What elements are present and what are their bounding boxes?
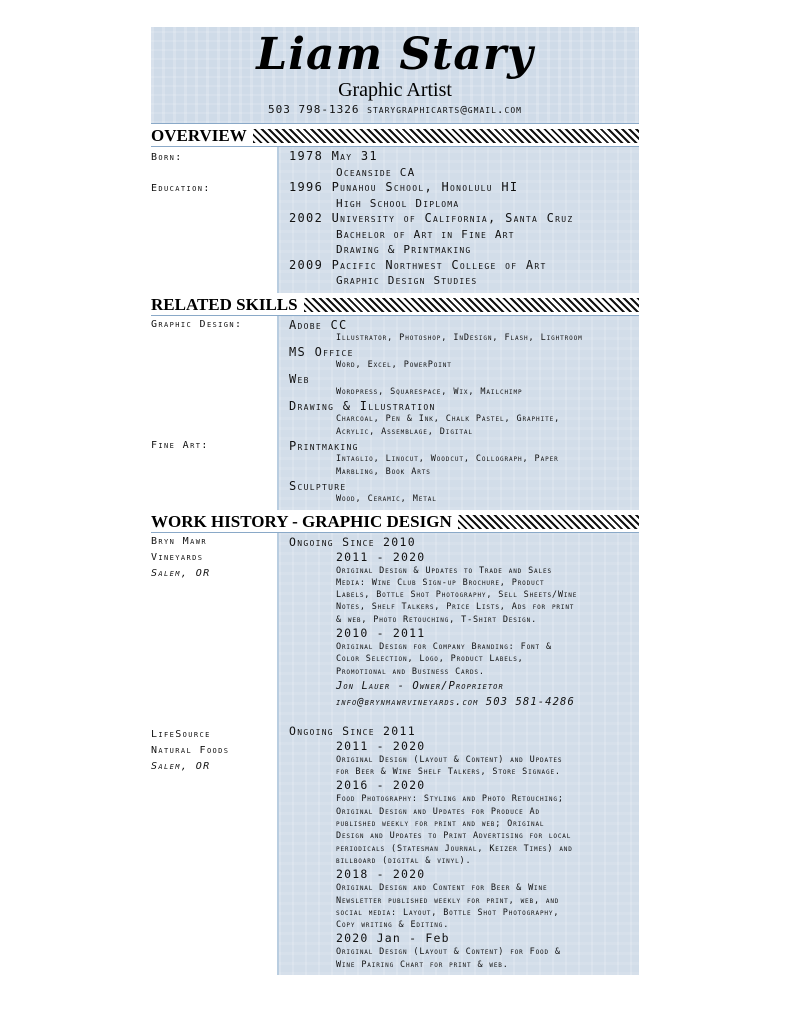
job-desc: for Beer & Wine Shelf Talkers, Store Signage. xyxy=(336,767,561,778)
skill-heading: MS Office xyxy=(289,344,354,359)
phone-number: 503 798-1326 xyxy=(268,103,360,116)
born-label: Born: xyxy=(151,152,183,163)
skill-detail: Word, Excel, PowerPoint xyxy=(336,359,452,370)
overview-heading xyxy=(151,124,639,146)
work-section xyxy=(151,533,639,976)
job-desc: Original Design for Company Branding: Font & xyxy=(336,641,552,652)
job-years: 2016 - 2020 xyxy=(336,778,426,793)
job-years: 2020 Jan - Feb xyxy=(336,931,450,946)
job-desc: Promotional and Business Cards. xyxy=(336,666,485,677)
work-content xyxy=(279,533,639,976)
skill-detail: Illustrator, Photoshop, InDesign, Flash, Lightroom xyxy=(336,332,583,343)
born-date: 1978 May 31 xyxy=(289,149,378,163)
job-years: 2011 - 2020 xyxy=(336,738,426,753)
overview-labels xyxy=(151,147,279,293)
skill-detail: Wordpress, Squarespace, Wix, Mailchimp xyxy=(336,386,523,397)
job-desc: social media: Layout, Bottle Shot Photography, xyxy=(336,907,560,918)
company-name: LifeSource xyxy=(151,728,211,740)
education-label: Education: xyxy=(151,183,211,194)
graphic-design-label: Graphic Design: xyxy=(151,318,243,330)
overview-title: OVERVIEW xyxy=(151,126,247,145)
skills-content xyxy=(279,316,639,510)
job-since: Ongoing Since 2010 xyxy=(289,534,416,549)
job-desc: Original Design & Updates to Trade and Sales xyxy=(336,565,552,576)
skill-detail: Wood, Ceramic, Metal xyxy=(336,493,437,504)
company-name: Natural Foods xyxy=(151,744,230,756)
job-desc: Color Selection, Logo, Product Labels, xyxy=(336,654,524,665)
reference-contact: info@brynmawrvineyards.com 503 581-4286 xyxy=(336,695,575,708)
overview-section xyxy=(151,147,639,293)
skill-detail: Marbling, Book Arts xyxy=(336,466,431,477)
email-address: starygraphicarts@gmail.com xyxy=(367,103,522,116)
education-entry: 2009 Pacific Northwest College of Art xyxy=(289,257,547,272)
company-location: Salem, OR xyxy=(151,567,211,579)
job-desc: published weekly for print and web; Original xyxy=(336,819,545,830)
education-detail: Bachelor of Art in Fine Art xyxy=(336,227,515,241)
skill-detail: Intaglio, Linocut, Woodcut, Collograph, Paper xyxy=(336,453,559,464)
company-name: Vineyards xyxy=(151,551,204,563)
job-since: Ongoing Since 2011 xyxy=(289,723,416,738)
job-desc: Food Photography: Styling and Photo Retouching; xyxy=(336,794,564,805)
applicant-name: Liam Stary xyxy=(256,29,534,80)
education-entry: 1996 Punahou School, Honolulu HI xyxy=(289,180,519,194)
skills-labels xyxy=(151,316,279,510)
job-desc: Original Design and Content for Beer & Wine xyxy=(336,883,548,894)
hatch-divider xyxy=(458,515,639,529)
job-spacer xyxy=(289,710,639,724)
hatch-divider xyxy=(253,129,639,143)
job-desc: Original Design (Layout & Content) and Updates xyxy=(336,754,563,765)
job-desc: Newsletter published weekly for print, web, and xyxy=(336,895,560,906)
resume-page xyxy=(151,27,639,975)
born-place: Oceanside CA xyxy=(336,165,416,179)
skill-heading: Web xyxy=(289,371,310,386)
job-desc: periodicals (Statesman Journal, Keizer Times) and xyxy=(336,843,573,854)
education-detail: High School Diploma xyxy=(336,196,460,210)
job-years: 2010 - 2011 xyxy=(336,625,426,640)
job-desc: Design and Updates to Print Advertising for local xyxy=(336,831,572,842)
job-desc: Media: Wine Club Sign-up Brochure, Product xyxy=(336,577,545,588)
job-years: 2018 - 2020 xyxy=(336,867,426,882)
skill-heading: Adobe CC xyxy=(289,317,348,332)
company-name: Bryn Mawr xyxy=(151,535,207,547)
education-detail: Graphic Design Studies xyxy=(336,274,478,287)
job-desc: Wine Pairing Chart for print & web. xyxy=(336,959,509,970)
skills-title: RELATED SKILLS xyxy=(151,294,298,314)
applicant-role: Graphic Artist xyxy=(338,79,452,101)
skills-heading xyxy=(151,293,639,315)
contact-line xyxy=(151,103,639,116)
job-desc: Copy writing & Editing. xyxy=(336,920,450,931)
job-desc: billboard (digital & vinyl). xyxy=(336,855,472,866)
job-desc: Labels, Bottle Shot Photography, Sell Sheets/Wine xyxy=(336,590,578,601)
hatch-divider xyxy=(304,298,639,312)
skill-heading: Drawing & Illustration xyxy=(289,398,436,413)
skill-heading: Sculpture xyxy=(289,478,347,493)
reference-name: Jon Lauer - Owner/Proprietor xyxy=(336,679,504,692)
fine-art-label: Fine Art: xyxy=(151,439,209,451)
job-years: 2011 - 2020 xyxy=(336,549,426,564)
skills-section xyxy=(151,316,639,510)
work-labels xyxy=(151,533,279,976)
overview-content xyxy=(279,147,639,293)
skill-detail: Charcoal, Pen & Ink, Chalk Pastel, Graphite, xyxy=(336,413,561,424)
work-title: WORK HISTORY - GRAPHIC DESIGN xyxy=(151,511,452,531)
resume-header xyxy=(151,27,639,124)
skill-detail: Acrylic, Assemblage, Digital xyxy=(336,426,473,437)
skill-heading: Printmaking xyxy=(289,438,359,453)
job-desc: Original Design (Layout & Content) for Food & xyxy=(336,947,561,958)
education-entry: 2002 University of California, Santa Cruz xyxy=(289,211,574,225)
job-desc: & web, Photo Retouching, T-Shirt Design. xyxy=(336,614,538,625)
education-detail: Drawing & Printmaking xyxy=(336,243,472,256)
company-location: Salem, OR xyxy=(151,760,211,772)
work-heading xyxy=(151,510,639,532)
job-desc: Notes, Shelf Talkers, Price Lists, Ads for print xyxy=(336,602,575,613)
job-desc: Original Design and Updates for Produce Ad xyxy=(336,806,540,817)
